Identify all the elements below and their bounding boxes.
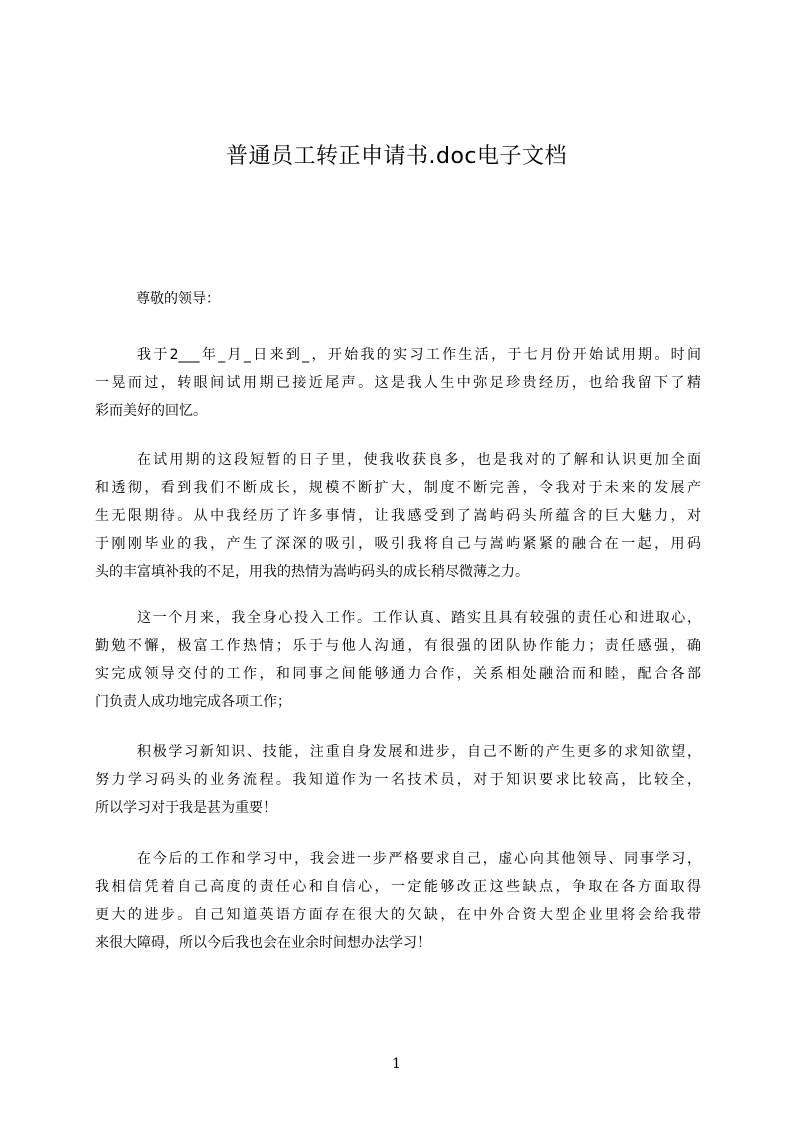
paragraph-line: 我于2___年_月_日来到_，开始我的实习工作生活，于七月份开始试用期。时间 <box>137 347 701 363</box>
paragraph-line: 来很大障碍，所以今后我也会在业余时间想办法学习！ <box>95 935 431 951</box>
paragraph-line: 积极学习新知识、技能，注重自身发展和进步，自己不断的产生更多的求知欲望， <box>137 744 701 760</box>
paragraph-3 <box>95 604 701 716</box>
paragraph-line: 于刚刚毕业的我，产生了深深的吸引，吸引我将自己与嵩屿紧紧的融合在一起，用码 <box>95 536 701 552</box>
paragraph-line: 所以学习对于我是甚为重要！ <box>95 800 277 816</box>
paragraph-1 <box>95 341 701 425</box>
paragraph-line: 勤勉不懈，极富工作热情；乐于与他人沟通，有很强的团队协作能力；责任感强，确 <box>95 638 701 654</box>
salutation: 尊敬的领导： <box>136 291 220 307</box>
paragraph-line: 头的丰富填补我的不足，用我的热情为嵩屿码头的成长稍尽微薄之力。 <box>95 564 529 580</box>
document-title: 普通员工转正申请书.doc电子文档 <box>225 144 567 169</box>
paragraph-4 <box>95 738 701 822</box>
paragraph-line: 在今后的工作和学习中，我会进一步严格要求自己，虚心向其他领导、同事学习， <box>137 851 701 867</box>
paragraph-line: 我相信凭着自己高度的责任心和自信心，一定能够改正这些缺点，争取在各方面取得 <box>95 879 701 895</box>
paragraph-line: 这一个月来，我全身心投入工作。工作认真、踏实且具有较强的责任心和进取心， <box>137 610 701 626</box>
paragraph-line: 努力学习码头的业务流程。我知道作为一名技术员，对于知识要求比较高，比较全， <box>95 772 701 788</box>
paragraph-line: 生无限期待。从中我经历了许多事情，让我感受到了嵩屿码头所蕴含的巨大魅力，对 <box>95 508 701 524</box>
paragraph-line: 和透彻，看到我们不断成长，规模不断扩大，制度不断完善，令我对于未来的发展产 <box>95 480 701 496</box>
paragraph-line: 实完成领导交付的工作，和同事之间能够通力合作，关系相处融洽而和睦，配合各部 <box>95 666 701 682</box>
paragraph-2 <box>95 446 701 586</box>
paragraph-line: 更大的进步。自己知道英语方面存在很大的欠缺，在中外合资大型企业里将会给我带 <box>95 907 701 923</box>
paragraph-line: 门负责人成功地完成各项工作； <box>95 694 291 710</box>
paragraph-5 <box>95 845 701 957</box>
paragraph-line: 在试用期的这段短暂的日子里，使我收获良多，也是我对的了解和认识更加全面 <box>137 452 701 468</box>
paragraph-line: 彩而美好的回忆。 <box>95 403 207 419</box>
paragraph-line: 一晃而过，转眼间试用期已接近尾声。这是我人生中弥足珍贵经历，也给我留下了精 <box>95 375 701 391</box>
page-number: 1 <box>392 1056 401 1072</box>
